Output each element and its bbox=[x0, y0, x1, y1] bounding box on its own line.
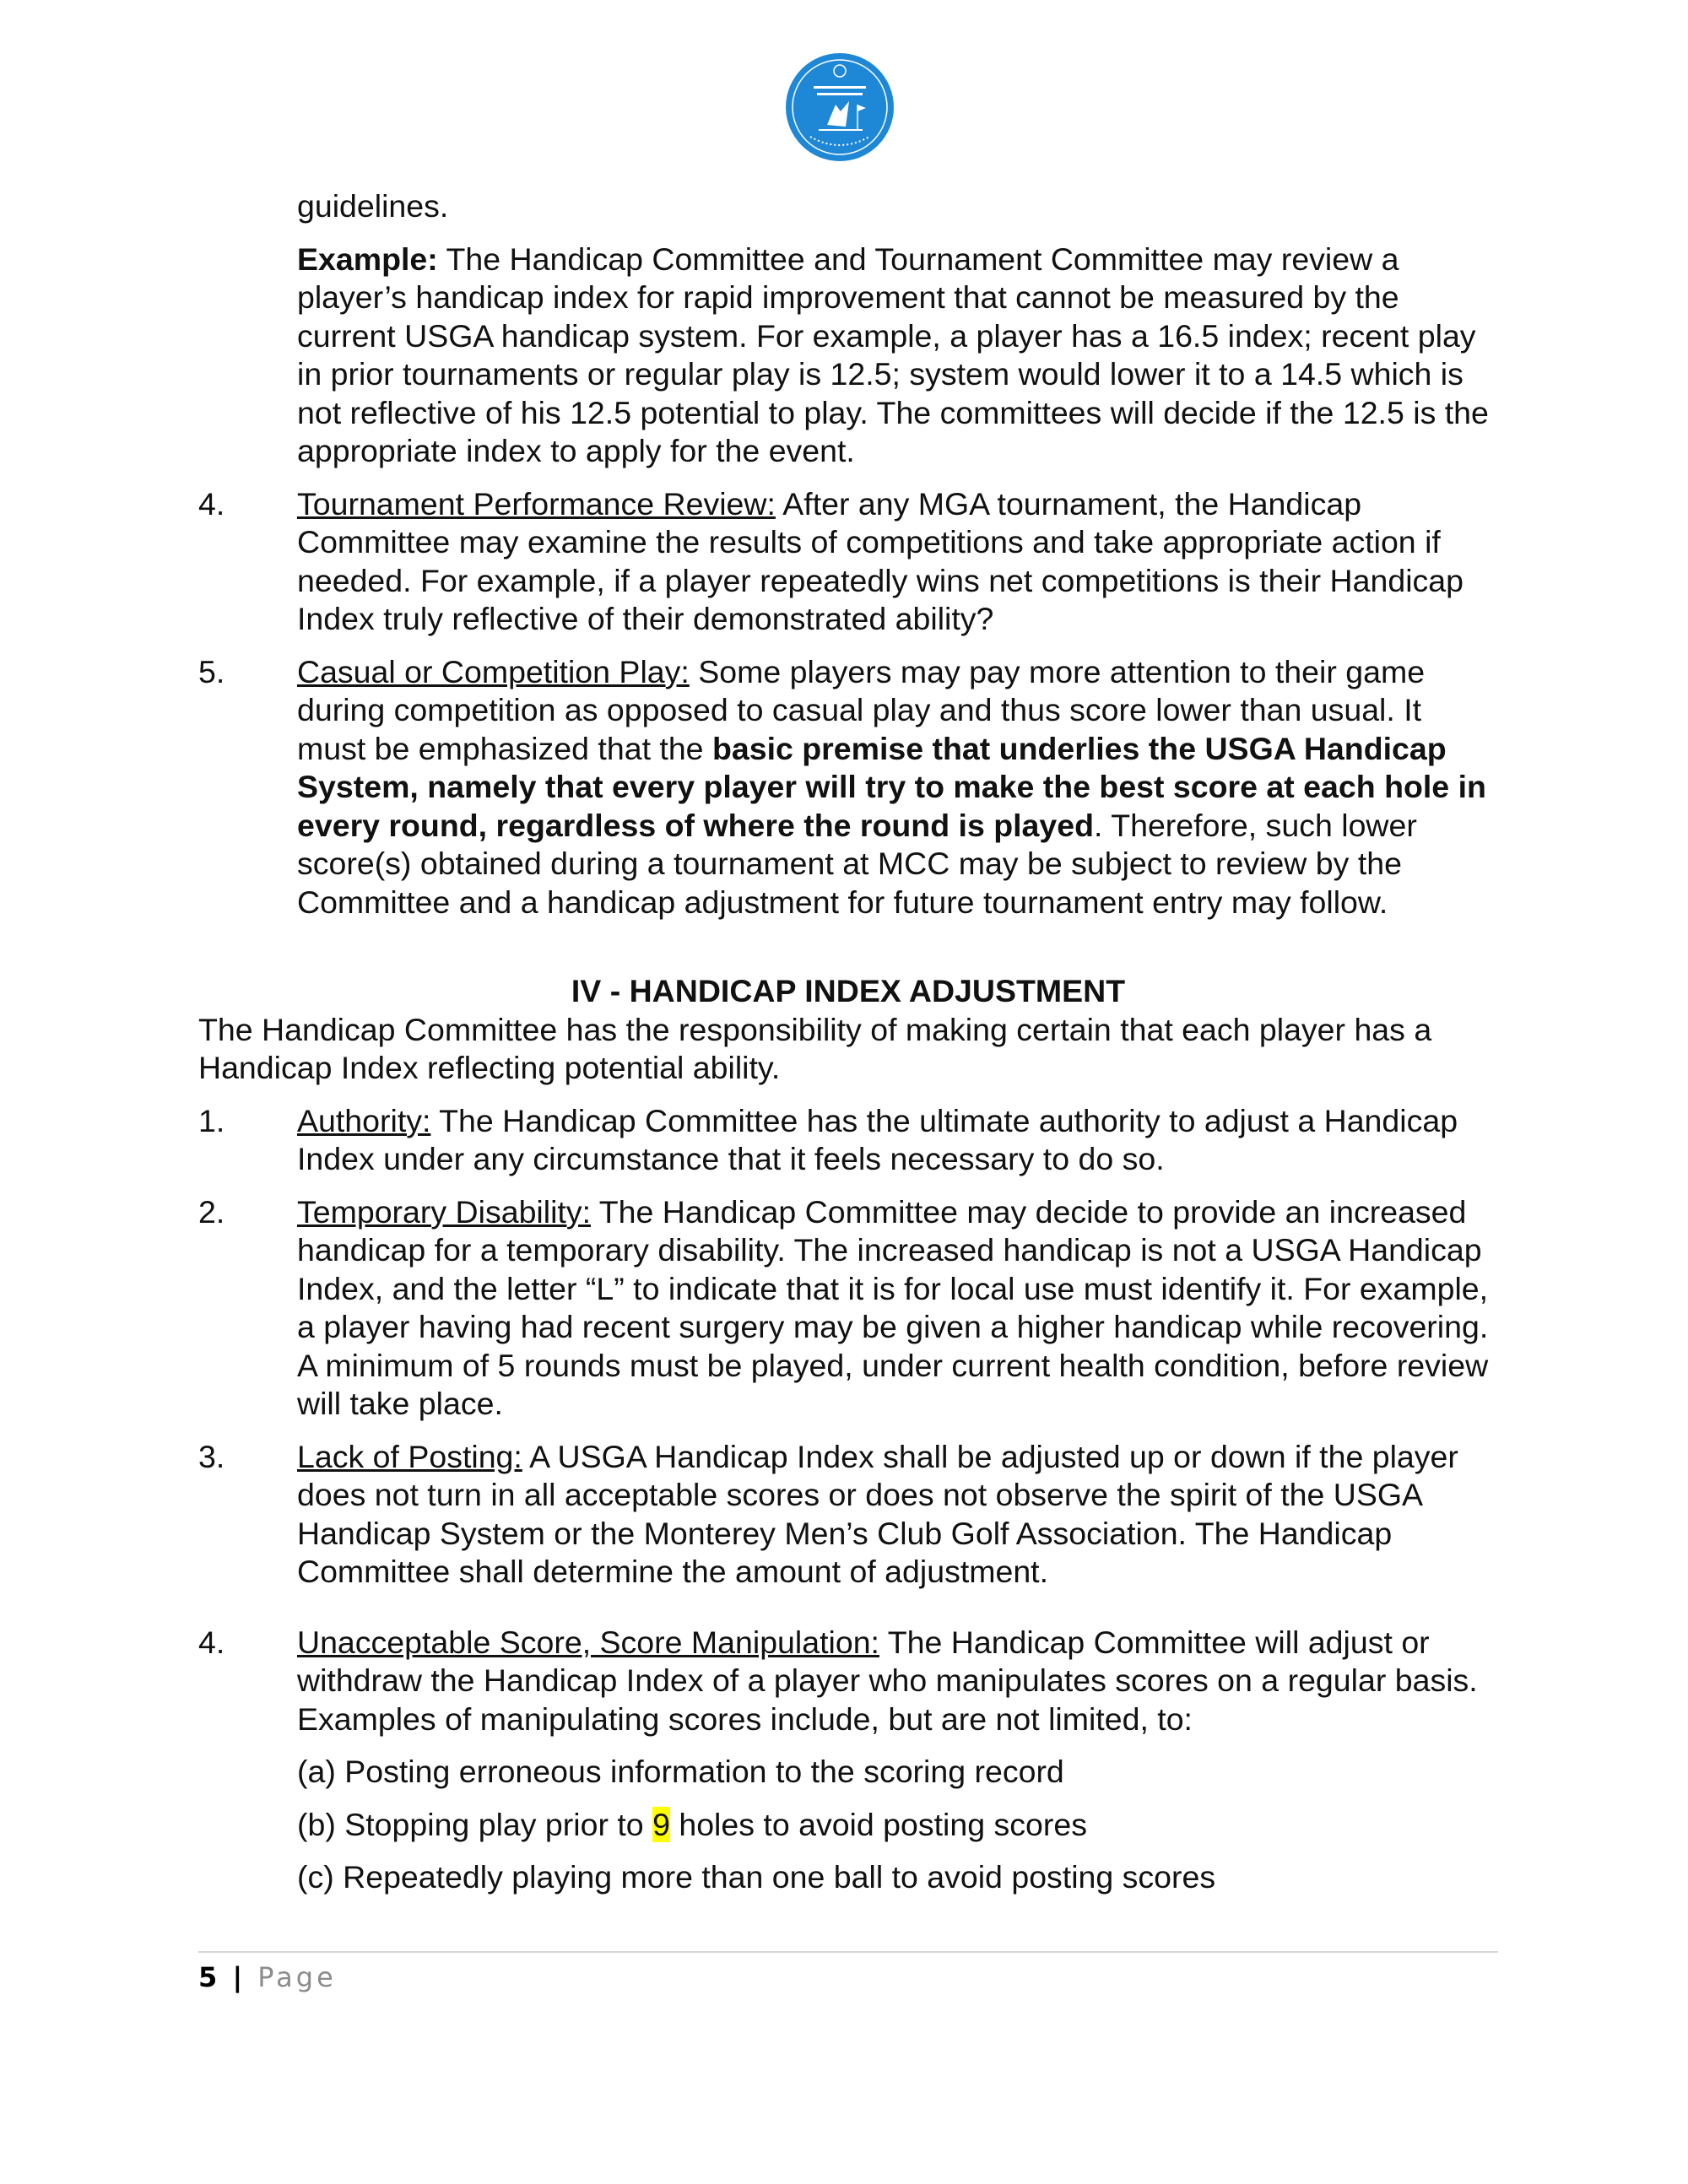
item-number: 2. bbox=[198, 1193, 225, 1230]
list-item-unacceptable-score bbox=[198, 1624, 1498, 1739]
continuation-text: guidelines. bbox=[297, 188, 449, 224]
footer-separator: | bbox=[232, 1961, 246, 1993]
subitem-c: (c) Repeatedly playing more than one ball to avoid posting scores bbox=[297, 1859, 1216, 1895]
item-number: 1. bbox=[198, 1102, 225, 1138]
item-text: After any MGA tournament, the Handicap Committee may examine the results of competitions and take appropriate action if needed. For example, if a player repeatedly wins net competitions is their Handicap Index truly reflective of their demonstrated ability? bbox=[297, 485, 1463, 636]
page-number-label bbox=[198, 1961, 1498, 1993]
item-text-after: . Therefore, such lower score(s) obtained during a tournament at MCC may be subject to review by the Committee and a handicap adjustment for future tournament entry may follow. bbox=[297, 807, 1417, 920]
item-number: 4. bbox=[198, 1624, 225, 1660]
subitem-b-text-after: holes to avoid posting scores bbox=[669, 1806, 1087, 1842]
item-bold-text: basic premise that underlies the USGA Handicap System, namely that every player will try to make the best score at each hole in every round, regardless of where the round is played bbox=[297, 730, 1486, 843]
footer-divider bbox=[198, 1951, 1498, 1953]
item-title: Temporary Disability: bbox=[297, 1193, 592, 1230]
item-number: 4. bbox=[198, 485, 225, 522]
item-title: Unacceptable Score, Score Manipulation: bbox=[297, 1624, 879, 1660]
item-text: The Handicap Committee will adjust or withdraw the Handicap Index of a player who manipulates scores on a regular basis. Examples of manipulating scores include, but are not limited, to: bbox=[297, 1624, 1478, 1737]
subitem-b bbox=[297, 1806, 1498, 1845]
item-text: The Handicap Committee may decide to provide an increased handicap for a temporary disability. The increased handicap is not a USGA Handicap Index, and the letter “L” to indicate that it is for local use must identify it. For example, a player having had recent surgery may be given a higher handicap while recovering. A minimum of 5 rounds must be played, under current health condition, before review will take place. bbox=[297, 1193, 1489, 1421]
page-number: 5 bbox=[198, 1961, 221, 1993]
example-text: The Handicap Committee and Tournament Committee may review a player’s handicap index for rapid improvement that cannot be measured by the current USGA handicap system. For example, a player has a 16.5 index; recent play in prior tournaments or regular play is 12.5; system would lower it to a 14.5 which is not reflective of his 12.5 potential to play. The committees will decide if the 12.5 is the appropriate index to apply for the event. bbox=[297, 241, 1489, 468]
list-item-casual-or-competition-play bbox=[198, 653, 1498, 922]
list-item-authority bbox=[198, 1102, 1498, 1179]
list-item-lack-of-posting bbox=[198, 1438, 1498, 1592]
item-title: Authority: bbox=[297, 1102, 431, 1138]
item-title: Lack of Posting: bbox=[297, 1438, 522, 1474]
highlighted-number: 9 bbox=[652, 1806, 670, 1842]
page-footer bbox=[198, 1951, 1498, 1993]
item-title: Casual or Competition Play: bbox=[297, 653, 690, 689]
club-logo bbox=[785, 52, 895, 162]
item-title: Tournament Performance Review: bbox=[297, 485, 776, 522]
section-heading: IV - HANDICAP INDEX ADJUSTMENT bbox=[571, 973, 1126, 1008]
subitem-b-text: (b) Stopping play prior to bbox=[297, 1806, 653, 1842]
item-text: Some players may pay more attention to their game during competition as opposed to casual play and thus score lower than usual. It must be emphasized that the bbox=[297, 653, 1426, 766]
list-item-temporary-disability bbox=[198, 1193, 1498, 1424]
item-text: The Handicap Committee has the ultimate authority to adjust a Handicap Index under any circumstance that it feels necessary to do so. bbox=[297, 1102, 1458, 1176]
subitem-a: (a) Posting erroneous information to the scoring record bbox=[297, 1754, 1064, 1789]
section-intro: The Handicap Committee has the responsibility of making certain that each player has a Handicap Index reflecting potential ability. bbox=[198, 1011, 1432, 1085]
item-text: A USGA Handicap Index shall be adjusted up or down if the player does not turn in all acceptable scores or does not observe the spirit of the USGA Handicap System or the Monterey Men’s Club Golf Association. The Handicap Committee shall determine the amount of adjustment. bbox=[297, 1438, 1458, 1589]
example-paragraph bbox=[297, 241, 1498, 471]
list-item-tournament-performance-review bbox=[198, 485, 1498, 639]
page-label: Page bbox=[257, 1961, 337, 1993]
golf-club-seal-icon bbox=[785, 52, 895, 162]
example-label: Example: bbox=[297, 241, 438, 277]
item-number: 5. bbox=[198, 653, 225, 689]
document-body bbox=[198, 187, 1498, 1897]
item-number: 3. bbox=[198, 1438, 225, 1474]
